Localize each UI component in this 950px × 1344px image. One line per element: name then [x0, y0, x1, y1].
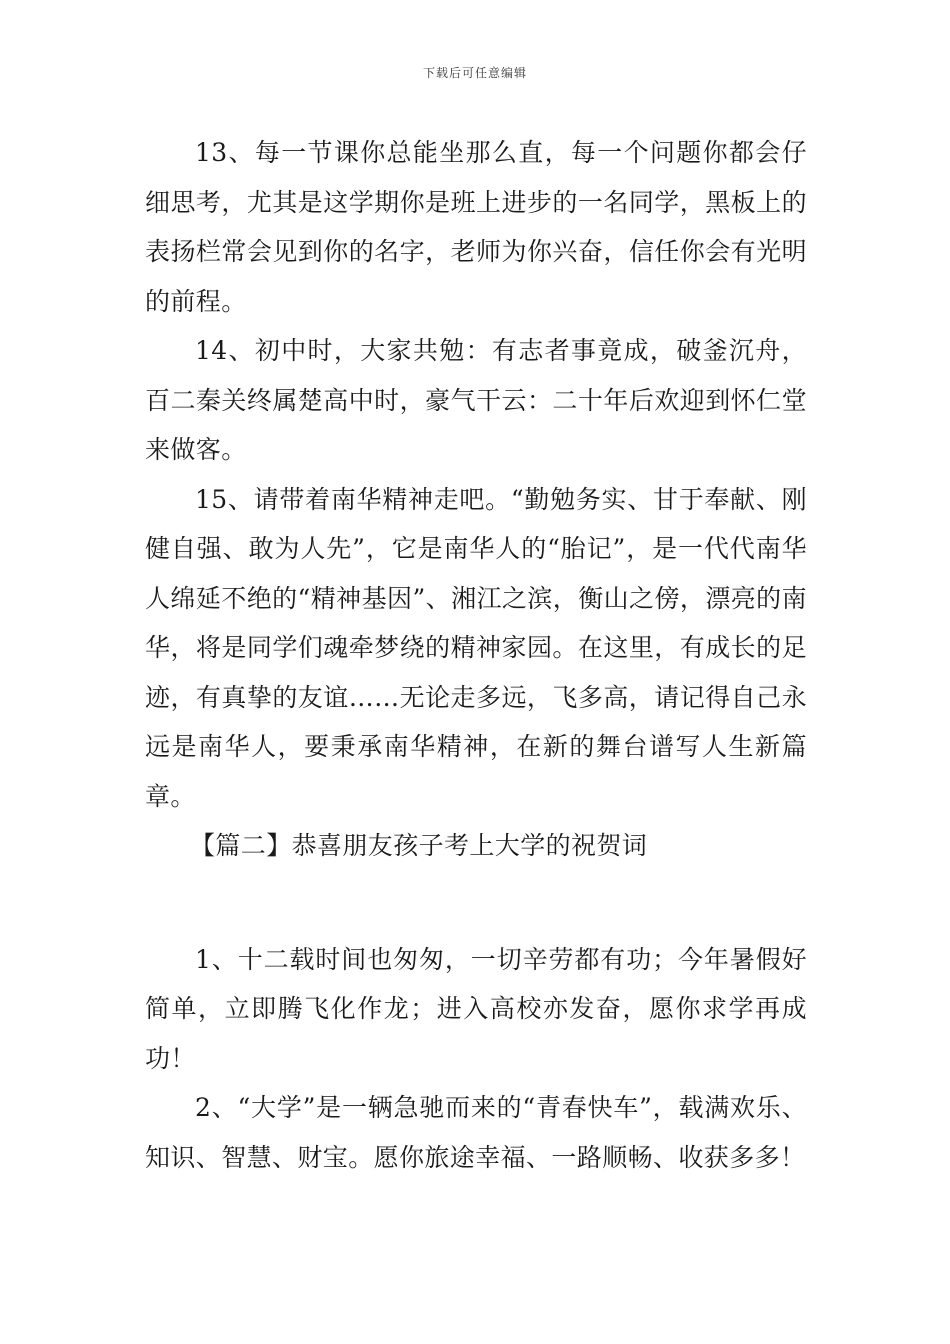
paragraph-2: 2、“大学”是一辆急驰而来的“青春快车”，载满欢乐、知识、智慧、财宝。愿你旅途幸福、一路顺畅、收获多多！ — [145, 1093, 807, 1172]
section-heading: 【篇二】恭喜朋友孩子考上大学的祝贺词 — [190, 831, 648, 860]
paragraph-1: 1、十二载时间也匆匆，一切辛劳都有功；今年暑假好简单，立即腾飞化作龙；进入高校亦发奋，愿你求学再成功！ — [145, 944, 807, 1073]
section-spacer — [145, 871, 807, 935]
paragraph-14: 14、初中时，大家共勉：有志者事竟成，破釜沉舟，百二秦关终属楚高中时，豪气干云：二十年后欢迎到怀仁堂来做客。 — [145, 336, 807, 464]
paragraph-13: 13、每一节课你总能坐那么直，每一个问题你都会仔细思考，尤其是这学期你是班上进步的一名同学，黑板上的表扬栏常会见到你的名字，老师为你兴奋，信任你会有光明的前程。 — [145, 138, 807, 316]
paragraph-15: 15、请带着南华精神走吧。“勤勉务实、甘于奉献、刚健自强、敢为人先”，它是南华人的“胎记”，是一代代南华人绵延不绝的“精神基因”、湘江之滨，衡山之傍，漂亮的南华，将是同学们魂牵梦绕的精神家园。在这里，有成长的足迹，有真挚的友谊……无论走多远，飞多高，请记得自己永远是南华人，要秉承南华精神，在新的舞台谱写人生新篇章。 — [145, 484, 807, 811]
document-body — [145, 128, 807, 1182]
page-header-note: 下载后可任意编辑 — [422, 66, 527, 80]
